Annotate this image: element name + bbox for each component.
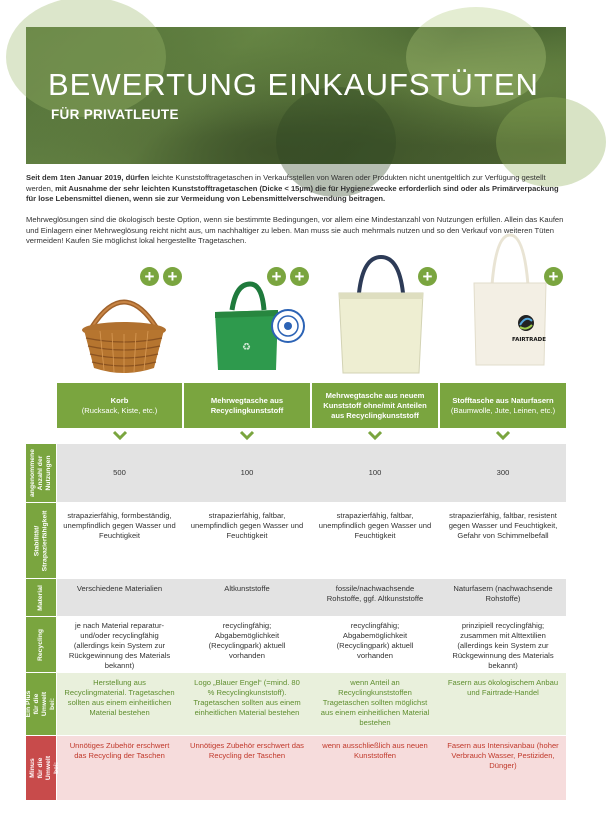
intro-mid: leichte Kunststofftragetaschen in Verkaufsstellen von Waren oder Produkten nicht unentgeltlich zur Verfügung gestellt werden, — [26, 173, 546, 193]
table-cell: Logo „Blauer Engel“ (=mind. 80 % Recyclingkunststoff). Tragetaschen sollten aus einem einheitlichen Material bestehen — [193, 678, 301, 717]
basket-image — [76, 282, 172, 377]
row-label-recycling — [26, 617, 56, 672]
table-cell: wenn ausschließlich aus neuen Kunststoffen — [322, 741, 428, 760]
intro-lead: Seit dem 1ten Januar 2019, dürfen — [26, 173, 150, 182]
table-cell: Fasern aus Intensivanbau (hoher Verbrauch Wasser, Pestiziden, Dünger) — [447, 741, 559, 770]
cotton-bag-image — [470, 233, 550, 371]
plus-badge: + — [267, 267, 286, 286]
column-header-korb — [57, 383, 182, 428]
table-cell: strapazierfähig, faltbar, resistent gegen Wasser und Feuchtigkeit, Gefahr von Schimmelbefall — [448, 511, 558, 540]
table-cell: strapazierfähig, faltbar, unempfindlich gegen Wasser und Feuchtigkeit — [190, 511, 304, 540]
table-cell: Unnötiges Zubehör erschwert das Recycling der Taschen — [190, 741, 304, 760]
plus-badge: + — [140, 267, 159, 286]
svg-text:♻: ♻ — [242, 342, 251, 353]
table-cell: Fasern aus ökologischem Anbau und Fairtrade-Handel — [447, 678, 559, 697]
column-title: Korb — [110, 395, 129, 405]
table-cell: je nach Material reparatur- und/oder recyclingfähig (allerdings kein System zur Rückgewinnung des Materials bekannt) — [68, 621, 171, 670]
plus-badge: + — [418, 267, 437, 286]
page-title: BEWERTUNG EINKAUFSTÜTEN — [48, 67, 539, 102]
intro-paragraph-1 — [26, 173, 566, 205]
plus-badge: + — [163, 267, 182, 286]
table-cell: fossile/nachwachsende Rohstoffe, ggf. Altkunststoffe — [326, 584, 424, 603]
table-cell: Altkunststoffe — [224, 584, 270, 593]
chevron-down-icon — [495, 430, 511, 440]
table-cell: Unnötiges Zubehör erschwert das Recycling der Taschen — [69, 741, 170, 760]
plus-badge: + — [544, 267, 563, 286]
chevron-down-icon — [112, 430, 128, 440]
row-label-text: angenommene Anzahl der Nutzungen — [29, 449, 52, 497]
table-cell: 100 — [240, 468, 254, 477]
row-label-text: Recycling — [37, 628, 45, 661]
table-cell: Herstellung aus Recyclingmaterial. Tragetaschen sollten aus einem einheitlichen Material bestehen — [64, 678, 175, 717]
table-cell: wenn Anteil an Recyclingkunststoffen Tragetaschen sollten möglichst aus einem einheitlichen Material bestehen — [320, 678, 430, 727]
table-cell: strapazierfähig, formbeständig, unempfindlich gegen Wasser und Feuchtigkeit — [63, 511, 176, 540]
chevron-down-icon — [367, 430, 383, 440]
intro-bold: mit Ausnahme der sehr leichten Kunststofftragetaschen (Dicke < 15µm) die für Hygienezwecke erforderlich sind oder als Primärverpackung für lose Lebensmittel dienen, wenn sie zur Vermeidung von Lebensmittelverschwendung beitragen. — [26, 183, 559, 204]
intro-paragraph-2: Mehrweglösungen sind die ökologisch beste Option, wenn sie bestimmte Bedingungen, vor allem eine Mindestanzahl von Nutzungen erfüllen. Allein das Kaufen und Einlagern einer Mehrweglösung reicht nicht aus, um nachhaltiger zu leben. Man muss sie auch mehrmals nutzen und so den Verkauf von weiteren Tüten vermeiden! Kaufen Sie möglichst lokal hergestellte Tragetaschen. — [26, 215, 564, 246]
page-subtitle: FÜR PRIVATLEUTE — [51, 107, 179, 122]
plus-badge: + — [290, 267, 309, 286]
column-subtitle: (Baumwolle, Jute, Leinen, etc.) — [450, 405, 556, 415]
row-label-text: Ein Minus für die Umwelt bei: — [21, 755, 60, 781]
row-label-text: Stabilität/ Strapazierfähigkeit — [33, 510, 48, 571]
table-cell: 100 — [368, 468, 382, 477]
row-label-stability — [26, 503, 56, 578]
column-header-recycling-tote — [184, 383, 310, 428]
table-cell: 300 — [496, 468, 510, 477]
column-title: Mehrwegtasche aus neuem Kunststoff ohne/mit Anteilen aus Recyclingkunststoff — [323, 390, 427, 420]
table-cell: recyclingfähig; Abgabemöglichkeit (Recyclingpark) aktuell vorhanden — [336, 621, 414, 660]
column-header-plastic-tote — [312, 383, 438, 428]
table-cell: recyclingfähig; Abgabemöglichkeit (Recyclingpark) aktuell vorhanden — [208, 621, 286, 660]
row-label-text: Material — [37, 584, 44, 611]
column-header-cotton-bag — [440, 383, 566, 428]
column-title: Stofftasche aus Naturfasern — [452, 395, 554, 405]
header-banner — [26, 27, 566, 164]
table-cell: Naturfasern (nachwachsende Rohstoffe) — [453, 584, 553, 603]
column-title: Mehrwegtasche aus Recyclingkunststoff — [210, 395, 284, 415]
table-cell: Verschiedene Materialien — [76, 584, 163, 593]
table-cell: strapazierfähig, faltbar, unempfindlich gegen Wasser und Feuchtigkeit — [318, 511, 432, 540]
fairtrade-label: FAIRTRADE — [512, 337, 546, 343]
column-subtitle: (Rucksack, Kiste, etc.) — [81, 405, 158, 415]
table-cell: prinzipiell recyclingfähig; zusammen mit Alttextilien (allerdings kein System zur Rückgewinnung des Materials bekannt) — [452, 621, 554, 670]
row-label-uses — [26, 444, 56, 502]
chevron-down-icon — [239, 430, 255, 440]
row-label-minus — [21, 736, 60, 800]
recycled-tote-image — [210, 282, 305, 372]
plastic-bag-image — [333, 253, 429, 378]
row-label-material — [26, 579, 56, 616]
row-label-text: Ein Plus für die Umwelt bei: — [25, 690, 56, 718]
table-cell: 500 — [113, 468, 126, 477]
row-label-plus — [26, 673, 56, 735]
